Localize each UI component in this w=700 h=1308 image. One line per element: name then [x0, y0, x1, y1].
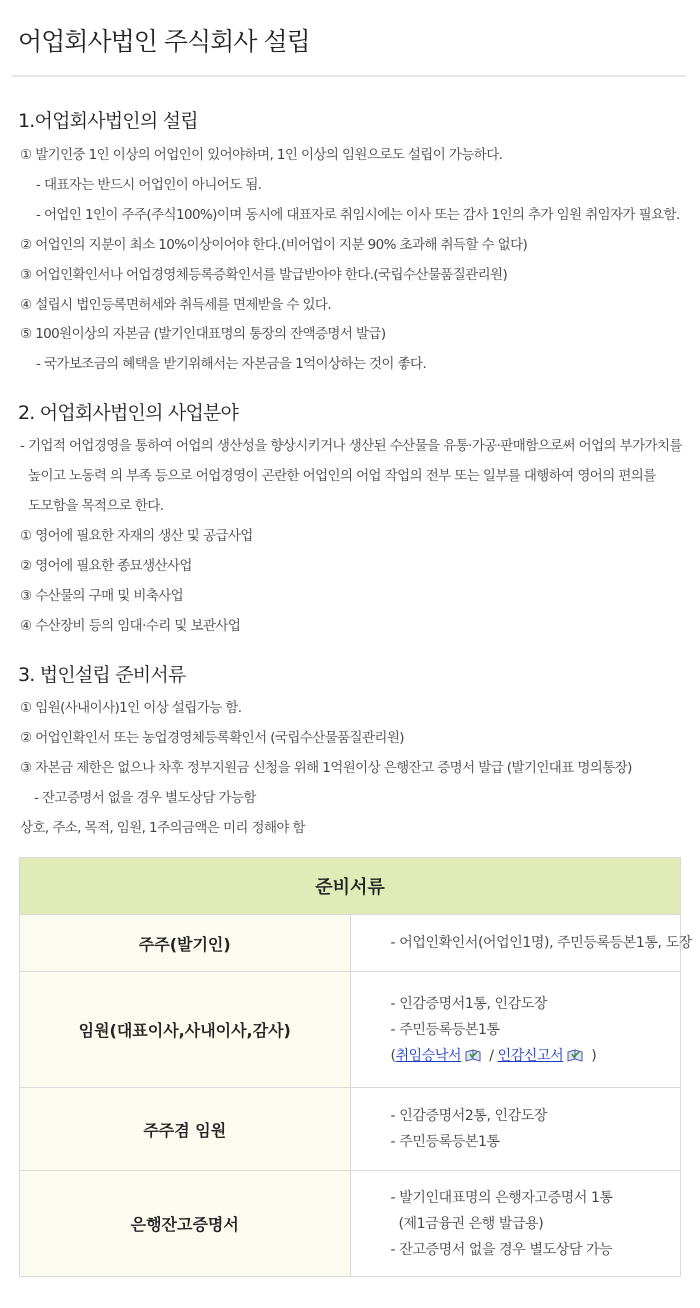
row-value	[350, 915, 692, 972]
form-links-line	[391, 1043, 681, 1069]
table-row	[20, 1171, 681, 1277]
documents-table	[19, 857, 692, 1277]
row-value	[350, 972, 681, 1088]
value-line: (제1금융권 은행 발급용)	[398, 1215, 544, 1232]
row-label: 주주(발기인)	[20, 915, 351, 972]
paren-open: (	[390, 1047, 396, 1064]
paren-close: )	[587, 1047, 597, 1064]
row-value	[350, 1088, 681, 1171]
title-divider	[12, 75, 686, 77]
s3-line-1: ① 임원(사내이사)1인 이상 설립가능 함.	[20, 700, 242, 716]
s2-line-3: 도모함을 목적으로 한다.	[28, 498, 164, 514]
s3-line-5: 상호, 주소, 목적, 임원, 1주의금액은 미리 정해야 함	[20, 820, 305, 836]
value-line: - 발기인대표명의 은행자고증명서 1통	[390, 1189, 613, 1206]
value-line: - 주민등록등본1통	[390, 1021, 500, 1038]
s1-line-8: - 국가보조금의 혜택을 받기위해서는 자본금을 1억이상하는 것이 좋다.	[36, 356, 427, 372]
seal-report-link[interactable]: 인감신고서	[497, 1047, 564, 1064]
s1-line-6: ④ 설립시 법인등록면허세와 취득세를 면제받을 수 있다.	[20, 297, 332, 313]
page-title: 어업회사법인 주식회사 설립	[18, 27, 310, 56]
row-value	[350, 1171, 681, 1277]
s1-line-5: ③ 어업인확인서나 어업경영체등록증확인서를 발급받아야 한다.(국립수산물품질관리원)	[20, 267, 508, 283]
s1-line-1: ① 발기인중 1인 이상의 어업인이 있어야하며, 1인 이상의 임원으로도 설립이 가능하다.	[20, 147, 503, 163]
link-separator: /	[485, 1047, 498, 1064]
value-line: - 주민등록등본1통	[390, 1134, 500, 1150]
s2-line-2: 높이고 노동력 의 부족 등으로 어업경영이 곤란한 어업인의 어업 작업의 전부 또는 일부를 대행하여 영어의 편의를	[28, 468, 656, 484]
table-row	[20, 972, 681, 1088]
section-1-heading: 1.어업회사법인의 설립	[18, 110, 198, 132]
row-label: 은행잔고증명서	[20, 1171, 351, 1277]
section-3-heading: 3. 법인설립 준비서류	[18, 664, 186, 686]
document-download-icon[interactable]	[567, 1049, 583, 1062]
document-download-icon[interactable]	[465, 1049, 481, 1062]
value-line: - 어업인확인서(어업인1명), 주민등록등본1통, 도장	[390, 935, 692, 951]
acceptance-form-link[interactable]: 취임승낙서	[395, 1047, 462, 1064]
s3-line-2: ② 어업인확인서 또는 농업경영체등록확인서 (국립수산물품질관리원)	[20, 730, 404, 746]
value-line: - 인감증명서1통, 인감도장	[390, 995, 548, 1012]
s3-line-3: ③ 자본금 제한은 없으나 차후 정부지원금 신청을 위해 1억원이상 은행잔고 증명서 발급 (발기인대표 명의통장)	[20, 760, 632, 776]
s1-line-4: ② 어업인의 지분이 최소 10%이상이어야 한다.(비어업이 지분 90% 초과해 취득할 수 없다)	[20, 237, 528, 253]
s2-line-1: - 기업적 어업경영을 통하여 어업의 생산성을 향상시키거나 생산된 수산물을 유통·가공·판매함으로써 어업의 부가가치를	[20, 438, 682, 454]
s2-line-5: ② 영어에 필요한 종묘생산사업	[20, 558, 192, 574]
value-line: - 잔고증명서 없을 경우 별도상담 가능	[390, 1241, 613, 1258]
value-line: - 인감증명서2통, 인감도장	[390, 1108, 548, 1124]
s1-line-3: - 어업인 1인이 주주(주식100%)이며 동시에 대표자로 취임시에는 이사 또는 감사 1인의 추가 임원 취임자가 필요함.	[36, 207, 680, 223]
row-label: 임원(대표이사,사내이사,감사)	[20, 972, 351, 1088]
table-row	[20, 1088, 681, 1171]
section-2-heading: 2. 어업회사법인의 사업분야	[18, 402, 239, 424]
s2-line-6: ③ 수산물의 구매 및 비축사업	[20, 588, 184, 604]
table-row	[20, 915, 681, 972]
s2-line-4: ① 영어에 필요한 자재의 생산 및 공급사업	[20, 528, 253, 544]
s3-line-4: - 잔고증명서 없을 경우 별도상담 가능함	[34, 790, 256, 806]
row-label: 주주겸 임원	[20, 1088, 351, 1171]
s2-line-7: ④ 수산장비 등의 임대·수리 및 보관사업	[20, 618, 241, 634]
table-header: 준비서류	[20, 858, 681, 915]
s1-line-2: - 대표자는 반드시 어업인이 아니어도 됨.	[36, 177, 262, 193]
s1-line-7: ⑤ 100원이상의 자본금 (발기인대표명의 통장의 잔액증명서 발급)	[20, 326, 386, 342]
